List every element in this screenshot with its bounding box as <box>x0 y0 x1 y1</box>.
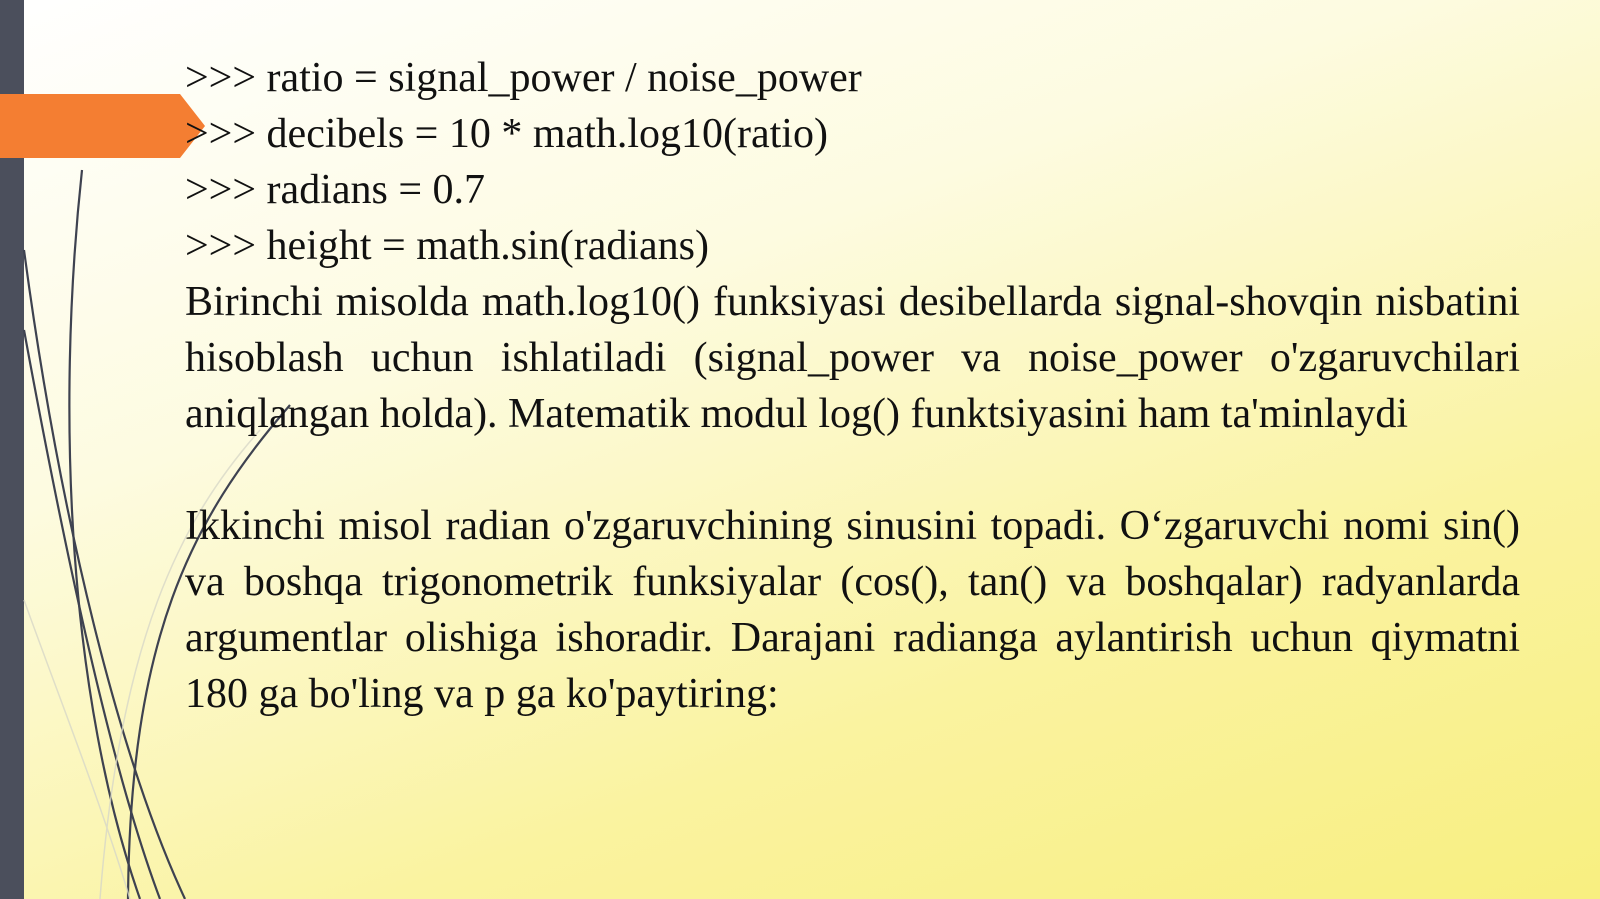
paragraph-sin-explanation: Ikkinchi misol radian o'zgaruvchining sinusini topadi. O‘zgaruvchi nomi sin() va boshqa trigonometrik funksiyalar (cos(), tan() va boshqalar) radyanlarda argumentlar olishiga ishoradir. Darajani radianga aylantirish uchun qiymatni 180 ga bo'ling va p ga ko'paytiring: <box>185 503 1520 717</box>
accent-arrow-shape <box>0 94 205 158</box>
code-line: >>> height = math.sin(radians) <box>185 223 709 269</box>
paragraph-spacer <box>185 442 1520 498</box>
code-line: >>> radians = 0.7 <box>185 167 486 213</box>
paragraph-log10-explanation: Birinchi misolda math.log10() funksiyasi desibellarda signal-shovqin nisbatini hisoblash uchun ishlatiladi (signal_power va noise_power o'zgaruvchilari aniqlangan holda). Matematik modul log() funktsiyasini ham ta'minlaydi <box>185 279 1520 437</box>
code-line: >>> decibels = 10 * math.log10(ratio) <box>185 111 828 157</box>
slide-content <box>185 50 1520 722</box>
code-line: >>> ratio = signal_power / noise_power <box>185 55 862 101</box>
